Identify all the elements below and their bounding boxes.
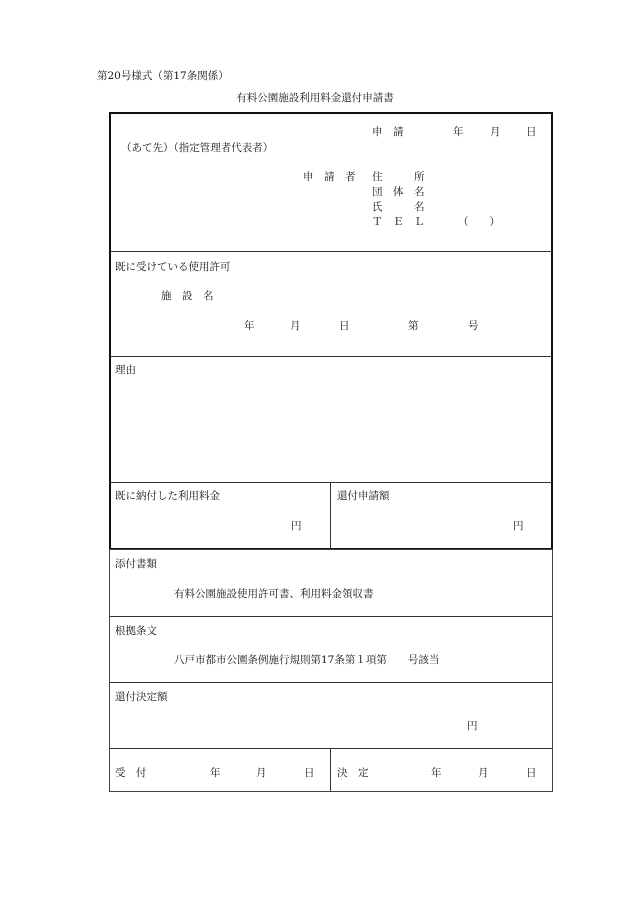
decision-month: 月 — [478, 767, 489, 779]
permit-day: 日 — [339, 320, 350, 332]
attachments-content: 有料公園施設使用許可書、利用料金領収書 — [174, 588, 374, 600]
refund-request-unit: 円 — [513, 520, 524, 532]
form-title: 有料公園施設利用料金還付申請書 — [236, 92, 394, 104]
decision-amount-heading: 還付決定額 — [115, 691, 168, 703]
decision-year: 年 — [431, 767, 442, 779]
permit-month: 月 — [290, 320, 301, 332]
application-month: 月 — [490, 126, 501, 138]
receipt-day: 日 — [304, 767, 315, 779]
decision-day: 日 — [526, 767, 537, 779]
receipt-year: 年 — [210, 767, 221, 779]
divider-line — [330, 749, 331, 792]
reason-heading: 理由 — [115, 364, 136, 376]
form-number: 第20号様式（第17条関係） — [97, 70, 229, 82]
permit-year: 年 — [244, 320, 255, 332]
decision-amount-unit: 円 — [467, 720, 478, 732]
divider-line — [110, 748, 552, 749]
divider-line — [110, 616, 552, 617]
tel-label: Ｔ Ｅ Ｌ — [372, 216, 425, 228]
application-date-label: 申 請 — [372, 126, 404, 138]
paid-fee-unit: 円 — [291, 520, 302, 532]
receipt-month: 月 — [256, 767, 267, 779]
person-name-label: 氏 名 — [372, 201, 425, 213]
attachments-heading: 添付書類 — [115, 558, 157, 570]
refund-request-heading: 還付申請額 — [337, 490, 390, 502]
decision-label: 決 定 — [337, 767, 369, 779]
addressee: （あて先）（指定管理者代表者） — [121, 142, 274, 154]
divider-line — [110, 356, 552, 357]
basis-content: 八戸市都市公園条例施行規則第17条第１項第 号該当 — [174, 654, 440, 666]
basis-heading: 根拠条文 — [115, 625, 157, 637]
divider-line — [330, 483, 331, 549]
divider-line — [110, 251, 552, 252]
tel-area-code: （ ） — [458, 216, 500, 228]
application-day: 日 — [526, 126, 537, 138]
divider-line — [110, 682, 552, 683]
paid-fee-heading: 既に納付した利用料金 — [115, 490, 220, 502]
application-year: 年 — [453, 126, 464, 138]
address-label: 住 所 — [372, 171, 425, 183]
divider-line — [110, 482, 552, 483]
permit-number-label: 第 — [408, 320, 419, 332]
permit-number-suffix: 号 — [468, 320, 479, 332]
permit-heading: 既に受けている使用許可 — [115, 261, 231, 273]
facility-name-label: 施 設 名 — [161, 290, 214, 302]
applicant-label: 申 請 者 — [303, 171, 356, 183]
receipt-label: 受 付 — [115, 767, 147, 779]
group-name-label: 団 体 名 — [372, 186, 425, 198]
